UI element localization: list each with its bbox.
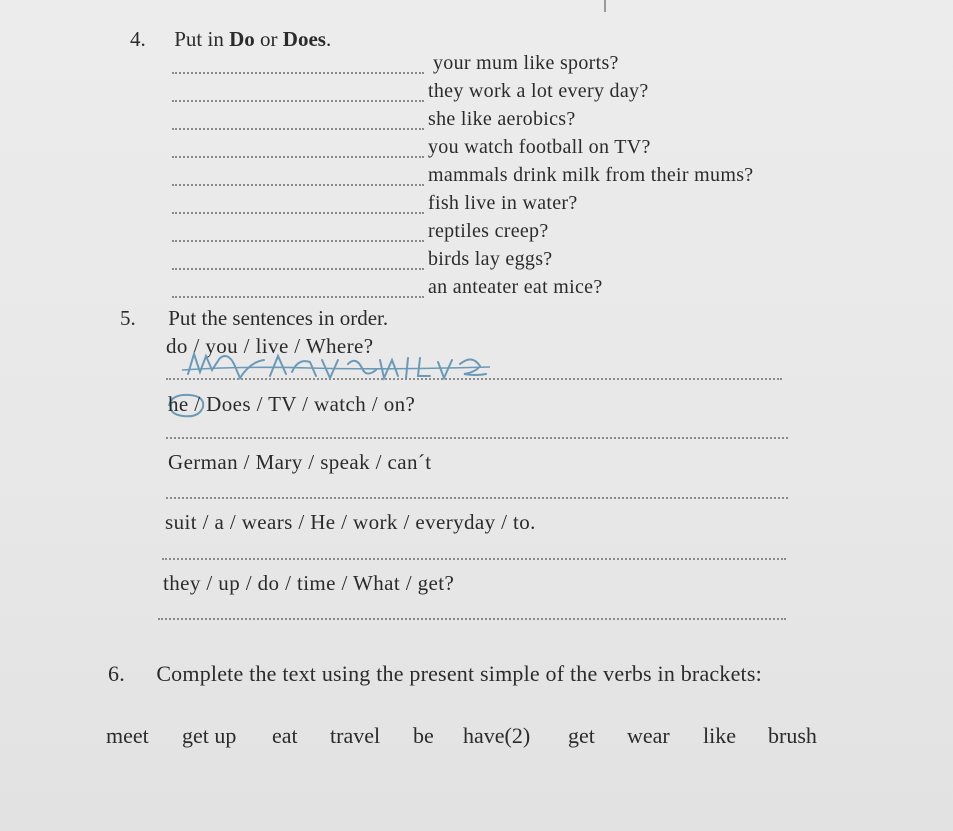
- answer-blank-4-2[interactable]: [172, 100, 424, 102]
- section-4-title-does: Does: [282, 27, 326, 51]
- answer-blank-4-1[interactable]: [172, 72, 424, 74]
- question-4-3: she like aerobics?: [428, 108, 576, 130]
- answer-line-5-5[interactable]: [158, 618, 786, 620]
- question-4-5: mammals drink milk from their mums?: [428, 164, 754, 186]
- section-5-title-text: Put the sentences in order.: [168, 306, 389, 330]
- jumbled-sentence-1: do / you / live / Where?: [166, 334, 374, 358]
- jumbled-sentence-2: he / Does / TV / watch / on?: [168, 392, 416, 416]
- word-bank-item: eat: [272, 723, 298, 748]
- answer-line-5-2[interactable]: [166, 437, 788, 439]
- section-6-title: [108, 661, 762, 687]
- answer-blank-4-4[interactable]: [172, 156, 424, 158]
- section-4-title-prefix: Put in: [174, 27, 230, 51]
- jumbled-sentence-3: German / Mary / speak / can´t: [168, 450, 432, 474]
- paper-edge-mark: [604, 0, 606, 12]
- jumbled-sentence-4: suit / a / wears / He / work / everyday / to.: [165, 510, 536, 534]
- question-4-6: fish live in water?: [428, 192, 578, 214]
- answer-blank-4-3[interactable]: [172, 128, 424, 130]
- question-4-4: you watch football on TV?: [428, 136, 651, 158]
- answer-blank-4-9[interactable]: [172, 296, 424, 298]
- answer-blank-4-7[interactable]: [172, 240, 424, 242]
- word-bank-item: travel: [330, 723, 381, 748]
- section-5-title: [120, 306, 388, 331]
- word-bank-item: meet: [106, 723, 149, 748]
- word-bank-item: be: [413, 723, 434, 748]
- section-4-title-do: Do: [229, 27, 255, 51]
- answer-line-5-1[interactable]: [166, 378, 782, 380]
- section-4-number: 4.: [130, 27, 146, 51]
- answer-line-5-3[interactable]: [166, 497, 788, 499]
- section-4-title-or: or: [254, 27, 283, 51]
- section-6-number: 6.: [108, 661, 125, 686]
- question-4-8: birds lay eggs?: [428, 248, 553, 270]
- question-4-2: they work a lot every day?: [428, 80, 649, 102]
- word-bank-item: wear: [627, 723, 670, 748]
- question-4-1: your mum like sports?: [433, 52, 619, 74]
- answer-line-5-4[interactable]: [162, 558, 786, 560]
- jumbled-sentence-5: they / up / do / time / What / get?: [163, 571, 455, 595]
- section-4-title: [130, 27, 331, 52]
- question-4-9: an anteater eat mice?: [428, 276, 603, 298]
- answer-blank-4-8[interactable]: [172, 268, 424, 270]
- question-4-7: reptiles creep?: [428, 220, 549, 242]
- answer-blank-4-6[interactable]: [172, 212, 424, 214]
- section-6-instruction: Complete the text using the present simple of the verbs in brackets:: [156, 661, 762, 686]
- word-bank-item: like: [703, 723, 736, 748]
- answer-blank-4-5[interactable]: [172, 184, 424, 186]
- section-4-title-end: .: [325, 27, 332, 51]
- word-bank-item: get up: [182, 723, 237, 748]
- handwritten-answer-scribble: [180, 348, 500, 386]
- section-5-number: 5.: [120, 306, 136, 330]
- word-bank-item: get: [568, 723, 595, 748]
- word-bank-item: have(2): [463, 723, 531, 748]
- word-bank-item: brush: [768, 723, 817, 748]
